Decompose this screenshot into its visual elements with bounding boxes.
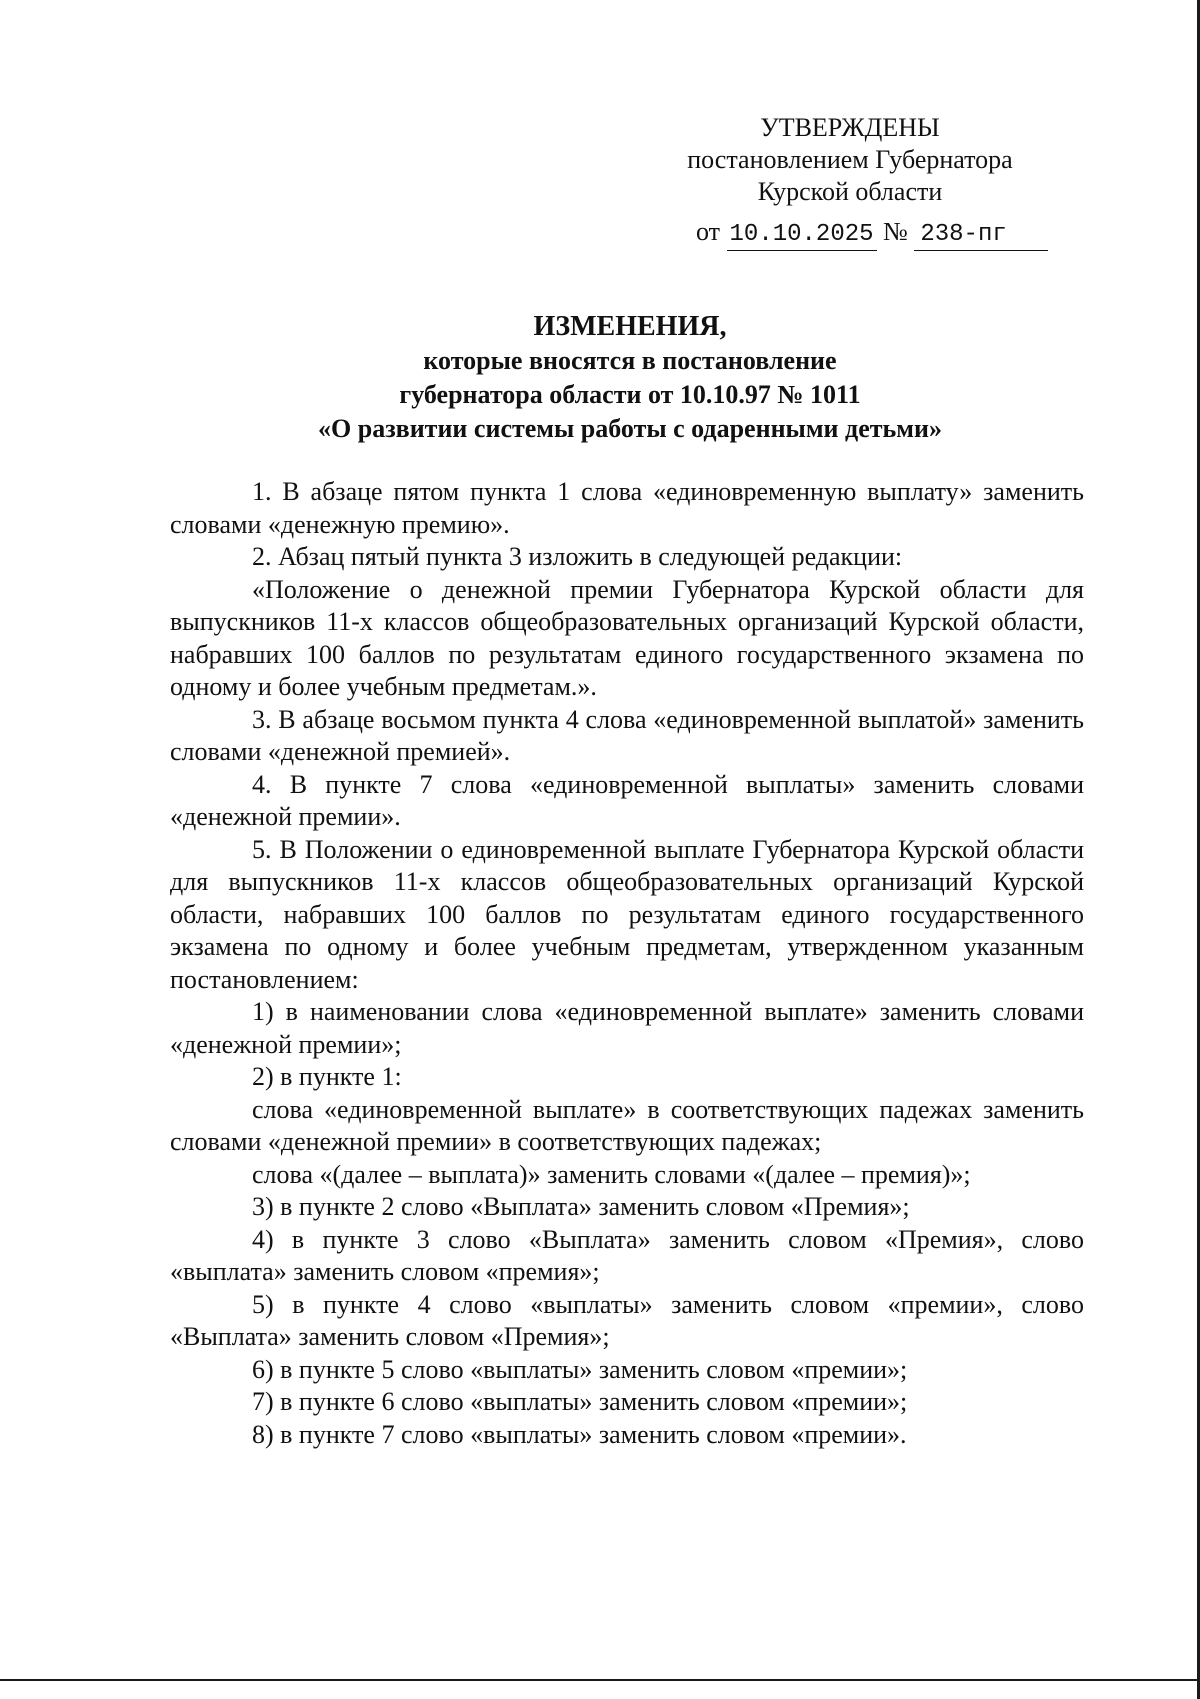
paragraph: 2) в пункте 1: — [252, 1062, 402, 1091]
paragraph: 3. В абзаце восьмом пункта 4 слова «единовременной выплатой» заменить словами «денежной премией». — [170, 704, 1084, 766]
paragraph: 3) в пункте 2 слово «Выплата» заменить словом «Премия»; — [252, 1192, 910, 1221]
paragraph: 6) в пункте 5 слово «выплаты» заменить словом «премии»; — [252, 1354, 908, 1384]
paragraph: слова «единовременной выплате» в соответствующих падежах заменить словами «денежной премии» в соответствующих падежах; — [170, 1094, 1084, 1156]
approval-date: 10.10.2025 — [727, 220, 877, 251]
title-line-3: «О развитии системы работы с одаренными детьми» — [318, 414, 942, 443]
date-prefix: от — [696, 217, 721, 246]
approval-region: Курской области — [757, 177, 943, 206]
paragraph: 4) в пункте 3 слово «Выплата» заменить словом «Премия», слово «выплата» заменить словом «премия»; — [170, 1224, 1084, 1286]
paragraph: слова «(далее – выплата)» заменить словами «(далее – премия)»; — [252, 1159, 971, 1189]
paragraph: 4. В пункте 7 слова «единовременной выплаты» заменить словами «денежной премии». — [170, 769, 1084, 831]
paragraph: 1. В абзаце пятом пункта 1 слова «единовременную выплату» заменить словами «денежную премию». — [170, 477, 1084, 539]
approval-number: 238-пг — [914, 220, 1048, 251]
document-title — [170, 310, 1090, 446]
approval-date-line — [696, 216, 1048, 251]
paragraph: 5) в пункте 4 слово «выплаты» заменить словом «премии», слово «Выплата» заменить словом «Премия»; — [170, 1289, 1084, 1351]
title-line-1: которые вносятся в постановление — [423, 346, 837, 375]
title-heading: ИЗМЕНЕНИЯ, — [533, 311, 727, 342]
number-prefix: № — [883, 217, 908, 246]
paragraph: 7) в пункте 6 слово «выплаты» заменить словом «премии»; — [252, 1387, 908, 1416]
paragraph: 5. В Положении о единовременной выплате Губернатора Курской области для выпускников 11-х классов общеобразовательных организаций Курской области, набравших 100 баллов по результатам единого государственного экзамена по одному и более учебным предметам, утвержденном указанным постановлением: — [170, 834, 1084, 994]
paragraph: 2. Абзац пятый пункта 3 изложить в следующей редакции: — [252, 542, 903, 571]
approval-title: УТВЕРЖДЕНЫ — [760, 113, 940, 142]
document-body — [170, 476, 1084, 1451]
approval-by: постановлением Губернатора — [687, 145, 1013, 174]
page-edge-bottom — [0, 1679, 1200, 1681]
approval-stamp — [660, 112, 1080, 248]
paragraph: 1) в наименовании слова «единовременной выплате» заменить словами «денежной премии»; — [170, 997, 1084, 1059]
paragraph: «Положение о денежной премии Губернатора Курской области для выпускников 11-х классов общеобразовательных организаций Курской области, набравших 100 баллов по результатам единого государственного экзамена по одному и более учебным предметам.». — [170, 574, 1084, 701]
paragraph: 8) в пункте 7 слово «выплаты» заменить словом «премии». — [252, 1419, 907, 1449]
title-line-2: губернатора области от 10.10.97 № 1011 — [399, 380, 861, 409]
